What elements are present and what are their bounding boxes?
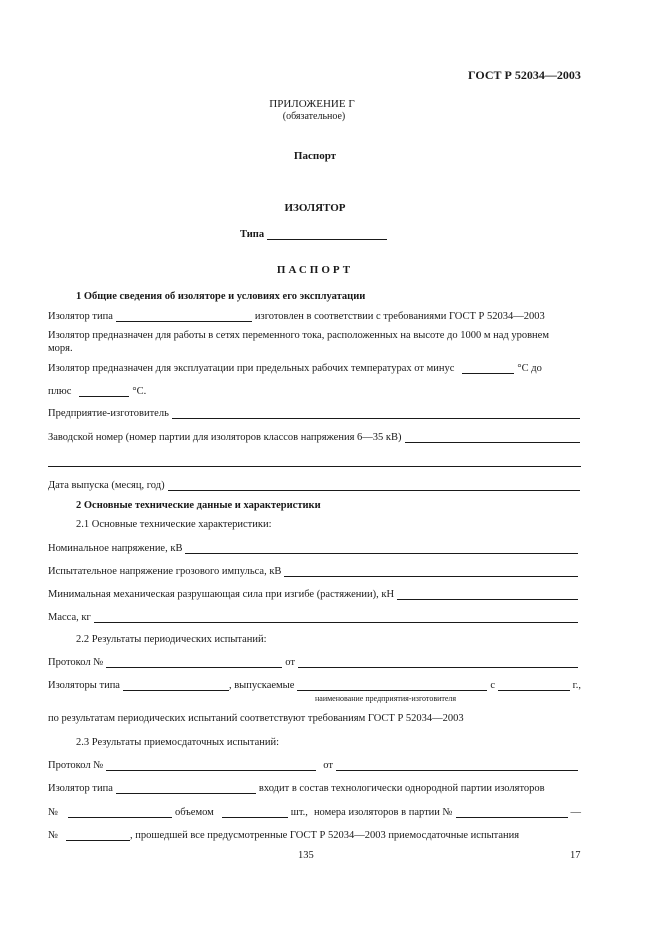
product-type-field: [267, 230, 387, 240]
lightning-voltage-line: [48, 566, 581, 577]
mass-field: [94, 613, 578, 623]
periodic-insulators-issued: , выпускаемые: [228, 680, 295, 691]
periodic-year-suffix: г.,: [572, 680, 581, 691]
s1-line1-text: изготовлен в соответствии с требованиями ГОСТ Р 52034—2003: [254, 311, 545, 322]
acceptance-insulator-line: [48, 783, 581, 794]
periodic-protocol-number-field: [106, 658, 282, 668]
s1-line4: [48, 386, 146, 397]
periodic-result: по результатам периодических испытаний соответствуют требованиям ГОСТ Р 52034—2003: [48, 713, 464, 724]
s1-line7: [48, 480, 583, 491]
standard-header: ГОСТ Р 52034—2003: [468, 68, 581, 82]
manufacturer-field: [172, 409, 580, 419]
batch-number-label: №: [48, 807, 59, 818]
section2-2-title: 2.2 Результаты периодических испытаний:: [76, 634, 267, 645]
acceptance-protocol-date-field: [336, 761, 578, 771]
periodic-manufacturer-field: [297, 681, 487, 691]
s1-line3-label: Изолятор предназначен для эксплуатации при предельных рабочих температурах от минус: [48, 363, 455, 374]
s1-line2: Изолятор предназначен для работы в сетях переменного тока, расположенных на высоте до 1000 м над уровнем: [48, 330, 549, 341]
bending-force-label: Минимальная механическая разрушающая сила при изгибе (растяжении), кН: [48, 589, 395, 600]
insulator-type-field: [116, 312, 252, 322]
periodic-protocol-date-field: [298, 658, 578, 668]
s1-line1: [48, 311, 583, 322]
batch-volume-label: объемом: [175, 807, 214, 818]
batch-numbers-to-field: [66, 831, 130, 841]
passport-spaced-title: ПАСПОРТ: [276, 264, 354, 276]
acceptance-batch-line: [48, 807, 581, 818]
serial-number-field: [405, 433, 580, 443]
page-number-center: 135: [298, 850, 314, 861]
acceptance-passed-line: [48, 830, 519, 841]
batch-pcs-label: шт.,: [290, 807, 308, 818]
passport-heading: Паспорт: [293, 150, 337, 162]
batch-numbers-label: номера изоляторов в партии №: [313, 807, 453, 818]
batch-numbers-to-label: №: [48, 830, 59, 841]
nominal-voltage-label: Номинальное напряжение, кВ: [48, 543, 183, 554]
acceptance-passed-text: , прошедшей все предусмотренные ГОСТ Р 52034—2003 приемосдаточные испытания: [130, 830, 520, 841]
periodic-from-letter: с: [490, 680, 496, 691]
acceptance-insulator-label: Изолятор типа: [48, 783, 113, 794]
appendix-note: (обязательное): [282, 111, 346, 122]
acceptance-protocol-label: Протокол №: [48, 760, 104, 771]
s1-line3-unit: °С до: [517, 363, 542, 374]
bending-force-line: [48, 589, 581, 600]
acceptance-protocol-number-field: [106, 761, 316, 771]
periodic-insulators-type-field: [123, 681, 229, 691]
page-number-right: 17: [570, 850, 581, 861]
product-type-label: Типа: [240, 229, 265, 240]
acceptance-protocol-from: от: [323, 760, 333, 771]
manufacturer-caption: наименование предприятия-изготовителя: [315, 694, 457, 703]
nominal-voltage-field: [185, 544, 578, 554]
acceptance-insulator-type-field: [116, 784, 256, 794]
periodic-insulators-label: Изоляторы типа: [48, 680, 120, 691]
periodic-year-field: [498, 681, 570, 691]
batch-number-field: [68, 808, 172, 818]
max-temp-field: [79, 387, 129, 397]
s1-line3: [48, 363, 573, 374]
section2-1-title: 2.1 Основные технические характеристики:: [76, 519, 272, 530]
appendix-title: ПРИЛОЖЕНИЕ Г: [269, 98, 355, 110]
periodic-protocol-label: Протокол №: [48, 657, 104, 668]
product-name: ИЗОЛЯТОР: [284, 202, 346, 214]
s1-line4-unit: °С.: [132, 386, 147, 397]
s1-line4-label: плюс: [48, 386, 72, 397]
lightning-voltage-label: Испытательное напряжение грозового импульса, кВ: [48, 566, 282, 577]
batch-numbers-from-field: [456, 808, 568, 818]
release-date-label: Дата выпуска (месяц, год): [48, 480, 165, 491]
mass-line: [48, 612, 581, 623]
section2-title: 2 Основные технические данные и характеристики: [76, 500, 321, 511]
section2-3-title: 2.3 Результаты приемосдаточных испытаний:: [76, 737, 280, 748]
s1-line1-label: Изолятор типа: [48, 311, 113, 322]
acceptance-batch-text: входит в состав технологически однородной партии изоляторов: [258, 783, 545, 794]
acceptance-protocol-line: [48, 760, 581, 771]
serial-number-label: Заводской номер (номер партии для изоляторов классов напряжения 6—35 кВ): [48, 432, 402, 443]
nominal-voltage-line: [48, 543, 581, 554]
product-type-line: [240, 229, 390, 240]
serial-number-continuation: [48, 457, 581, 467]
periodic-protocol-from: от: [285, 657, 295, 668]
s1-line5: [48, 408, 583, 419]
bending-force-field: [397, 590, 578, 600]
batch-volume-field: [222, 808, 288, 818]
release-date-field: [168, 481, 580, 491]
s1-line6: [48, 432, 583, 443]
batch-numbers-dash: —: [570, 807, 581, 818]
periodic-insulators-line: [48, 680, 581, 691]
periodic-protocol-line: [48, 657, 581, 668]
min-temp-field: [462, 364, 514, 374]
lightning-voltage-field: [284, 567, 578, 577]
s1-line2b: моря.: [48, 343, 73, 354]
manufacturer-label: Предприятие-изготовитель: [48, 408, 169, 419]
mass-label: Масса, кг: [48, 612, 91, 623]
section1-title: 1 Общие сведения об изоляторе и условиях его эксплуатации: [76, 291, 366, 302]
